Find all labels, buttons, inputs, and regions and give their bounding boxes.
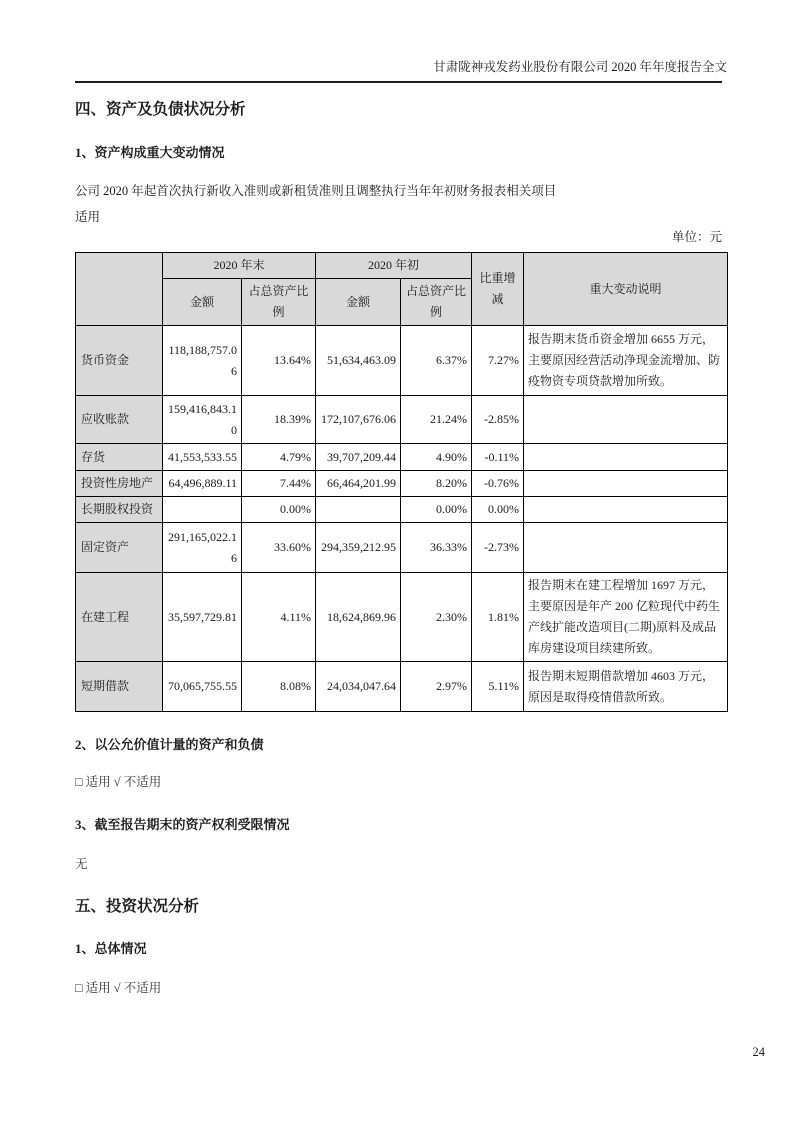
begin-pct-cell: 0.00% [401,497,472,523]
end-pct-cell: 18.39% [242,396,316,444]
table-row [76,326,728,396]
begin-pct-cell: 8.20% [401,471,472,497]
note-cell: 报告期末货币资金增加 6655 万元，主要原因经营活动净现金流增加、防疫物资专项贷款增加所致。 [524,326,728,396]
section-4-2-title: 2、以公允价值计量的资产和负债 [75,737,264,752]
section-5-title: 五、投资状况分析 [75,898,200,915]
change-cell: 1.81% [472,573,524,662]
end-amount-cell: 35,597,729.81 [163,573,242,662]
begin-amount-cell: 66,464,201.99 [316,471,401,497]
end-pct-cell: 4.79% [242,444,316,471]
change-cell: -2.85% [472,396,524,444]
row-item-label: 应收账款 [76,396,163,444]
table-row [76,573,728,662]
end-pct-cell: 7.44% [242,471,316,497]
table-row [76,396,728,444]
header-period-begin: 2020 年初 [316,253,472,279]
begin-amount-cell: 24,034,047.64 [316,662,401,712]
row-item-label: 长期股权投资 [76,497,163,523]
end-pct-cell: 8.08% [242,662,316,712]
note-cell: 报告期末短期借款增加 4603 万元，原因是取得疫情借款所致。 [524,662,728,712]
end-amount-cell [163,497,242,523]
begin-pct-cell: 4.90% [401,444,472,471]
section-4-3-title: 3、截至报告期末的资产权利受限情况 [75,817,290,832]
section-4-title: 四、资产及负债状况分析 [75,101,246,118]
section-4-1-intro: 公司 2020 年起首次执行新收入准则或新租赁准则且调整执行当年年初财务报表相关项目 [75,184,557,198]
asset-table-body [76,326,728,712]
section-5-1-title: 1、总体情况 [75,941,147,956]
begin-amount-cell: 51,634,463.09 [316,326,401,396]
row-item-label: 短期借款 [76,662,163,712]
header-pct-begin: 占总资产比例 [401,279,472,326]
begin-pct-cell: 2.30% [401,573,472,662]
note-cell [524,396,728,444]
doc-header-title: 甘肃陇神戎发药业股份有限公司 2020 年年度报告全文 [433,60,727,74]
row-item-label: 在建工程 [76,573,163,662]
change-cell: -2.73% [472,523,524,573]
note-cell [524,497,728,523]
begin-amount-cell: 18,624,869.96 [316,573,401,662]
begin-pct-cell: 21.24% [401,396,472,444]
change-cell: 0.00% [472,497,524,523]
table-row [76,662,728,712]
note-cell: 报告期末在建工程增加 1697 万元，主要原因是年产 200 亿粒现代中药生产线扩能改造项目(二期)原料及成品库房建设项目续建所致。 [524,573,728,662]
begin-amount-cell: 39,707,209.44 [316,444,401,471]
header-note: 重大变动说明 [524,253,728,326]
end-pct-cell: 0.00% [242,497,316,523]
begin-pct-cell: 6.37% [401,326,472,396]
begin-amount-cell [316,497,401,523]
section-4-3-content: 无 [75,857,88,871]
change-cell: 5.11% [472,662,524,712]
end-amount-cell: 70,065,755.55 [163,662,242,712]
end-amount-cell: 159,416,843.10 [163,396,242,444]
change-cell: 7.27% [472,326,524,396]
end-pct-cell: 13.64% [242,326,316,396]
row-item-label: 投资性房地产 [76,471,163,497]
end-amount-cell: 41,553,533.55 [163,444,242,471]
end-pct-cell: 4.11% [242,573,316,662]
end-amount-cell: 291,165,022.16 [163,523,242,573]
section-4-1-title: 1、资产构成重大变动情况 [75,145,225,160]
header-amount-begin: 金额 [316,279,401,326]
header-rule [75,81,722,83]
section-4-1-applicable: 适用 [75,210,101,224]
begin-amount-cell: 294,359,212.95 [316,523,401,573]
note-cell [524,444,728,471]
row-item-label: 货币资金 [76,326,163,396]
change-cell: -0.76% [472,471,524,497]
header-change: 比重增减 [472,253,524,326]
header-item-blank [76,253,163,326]
note-cell [524,523,728,573]
header-amount-end: 金额 [163,279,242,326]
page-number: 24 [752,1045,765,1059]
begin-pct-cell: 36.33% [401,523,472,573]
begin-amount-cell: 172,107,676.06 [316,396,401,444]
row-item-label: 存货 [76,444,163,471]
change-cell: -0.11% [472,444,524,471]
unit-label: 单位：元 [671,230,722,244]
end-amount-cell: 64,496,889.11 [163,471,242,497]
asset-composition-table [75,252,728,712]
end-amount-cell: 118,188,757.06 [163,326,242,396]
section-5-1-applicability: □ 适用 √ 不适用 [75,981,162,995]
asset-table-header [76,253,728,326]
table-row [76,497,728,523]
begin-pct-cell: 2.97% [401,662,472,712]
header-period-end: 2020 年末 [163,253,316,279]
table-row [76,471,728,497]
table-row [76,444,728,471]
header-pct-end: 占总资产比例 [242,279,316,326]
section-4-2-applicability: □ 适用 √ 不适用 [75,775,162,789]
end-pct-cell: 33.60% [242,523,316,573]
row-item-label: 固定资产 [76,523,163,573]
table-row [76,523,728,573]
note-cell [524,471,728,497]
